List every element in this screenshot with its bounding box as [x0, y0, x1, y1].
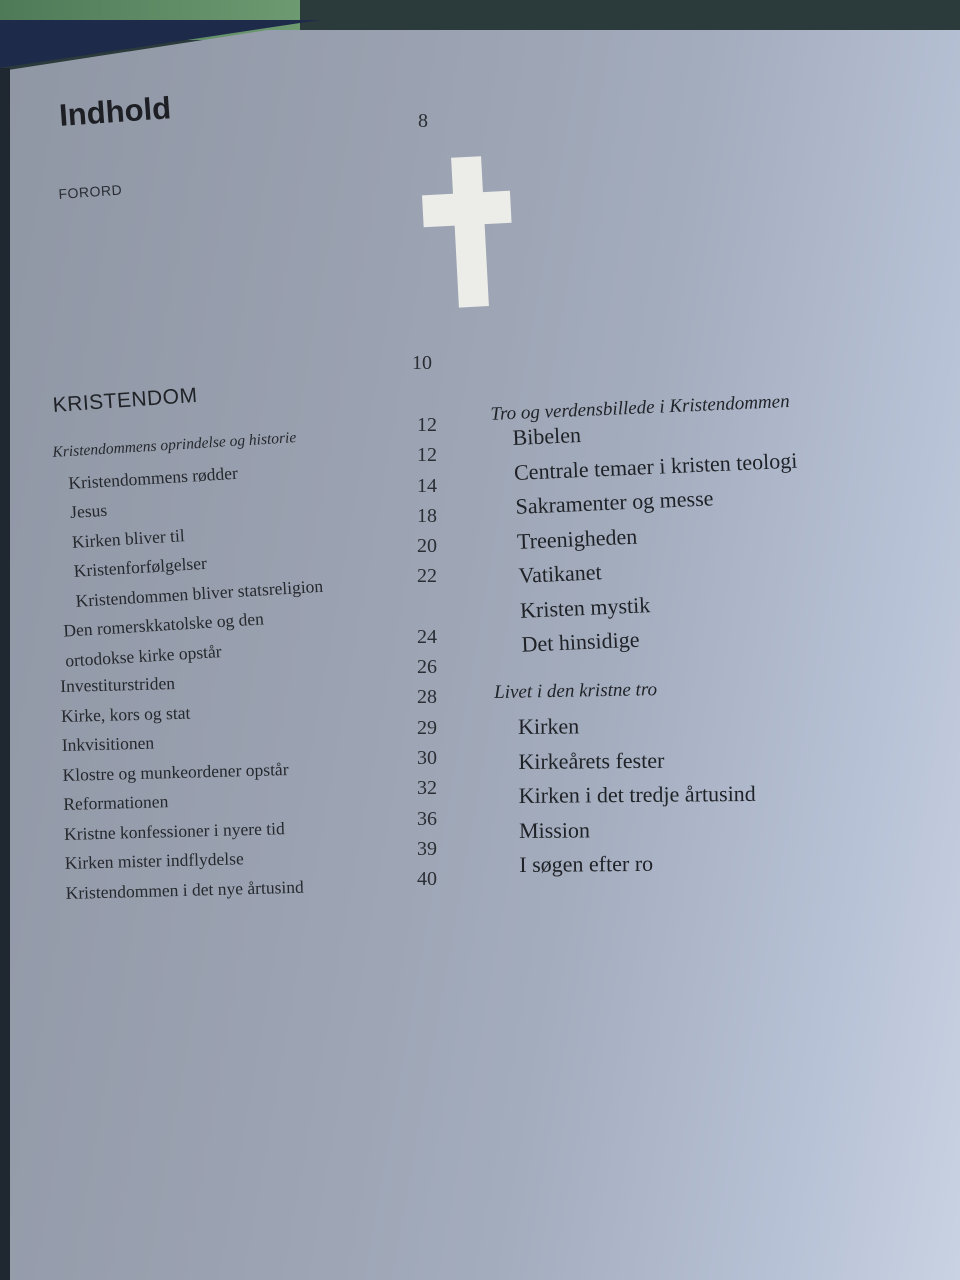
toc-entry[interactable]: Den romerskkatolske og den	[62, 608, 265, 641]
forord-label: FORORD	[58, 181, 123, 202]
toc-entry[interactable]: ortodokse kirke opstår	[64, 640, 223, 671]
toc-entry[interactable]: Treenigheden	[516, 523, 638, 554]
toc-entry[interactable]: Det hinsidige	[521, 626, 640, 657]
section-title: KRISTENDOM	[52, 383, 199, 417]
toc-entry[interactable]: Klostre og munkeordener opstår	[62, 758, 289, 785]
toc-entry[interactable]: Kirken bliver til	[71, 524, 186, 552]
page-number: 36	[417, 807, 437, 830]
toc-entry[interactable]: Bibelen	[512, 422, 582, 450]
group-heading-tro: Tro og verdensbillede i Kristendommen	[490, 390, 791, 425]
toc-entry[interactable]: Inkvisitionen	[61, 732, 155, 755]
toc-entry[interactable]: Jesus	[69, 499, 108, 522]
toc-entry[interactable]: Kirkeårets fester	[518, 747, 665, 774]
toc-entry[interactable]: Reformationen	[63, 791, 169, 814]
toc-entry[interactable]: Sakramenter og messe	[515, 485, 714, 519]
toc-entry[interactable]: Mission	[518, 816, 591, 843]
toc-entry[interactable]: Kirken i det tredje årtusind	[518, 780, 756, 808]
toc-entry[interactable]: Kirken mister indflydelse	[64, 848, 244, 873]
toc-entry-heading[interactable]: Kristendommens oprindelse og historie	[52, 429, 297, 461]
toc-entry[interactable]: Kirke, kors og stat	[60, 702, 191, 726]
page-number: 29	[417, 716, 437, 739]
group-heading-livet: Livet i den kristne tro	[494, 679, 658, 703]
toc-entry[interactable]: Kirken	[518, 713, 580, 739]
toc-entry[interactable]: Investiturstriden	[60, 672, 176, 696]
page-number-column	[412, 414, 442, 898]
page-number: 40	[417, 868, 437, 891]
page-edge	[0, 68, 10, 1280]
page-number: 14	[417, 474, 437, 497]
page-number: 22	[417, 565, 437, 588]
toc-entry[interactable]: Kristne konfessioner i nyere tid	[63, 817, 285, 844]
left-toc-list	[52, 428, 328, 680]
page-number: 28	[417, 686, 437, 709]
toc-entry[interactable]: Kristendommens rødder	[67, 462, 239, 493]
toc-entry[interactable]: Kristendommen bliver statsreligion	[74, 575, 324, 611]
section-page-number: 10	[412, 352, 432, 374]
page-number: 12	[417, 414, 437, 436]
toc-entry[interactable]: Kristenforfølgelser	[73, 552, 208, 581]
right-toc-list-1	[512, 413, 806, 667]
page-title: Indhold	[58, 90, 173, 133]
page-number: 18	[417, 504, 437, 527]
toc-entry[interactable]: I søgen efter ro	[519, 850, 654, 877]
page-number: 26	[417, 656, 437, 679]
toc-entry[interactable]: Kristendommen i det nye årtusind	[65, 876, 305, 903]
page-number: 39	[417, 837, 437, 860]
page-number: 30	[417, 746, 437, 769]
toc-entry[interactable]: Vatikanet	[518, 559, 603, 588]
forord-page-number: 8	[418, 110, 428, 132]
right-toc-list-2	[518, 712, 757, 887]
page-number: 12	[417, 444, 437, 467]
toc-entry[interactable]: Centrale temaer i kristen teologi	[513, 447, 798, 485]
toc-entry[interactable]: Kristen mystik	[519, 591, 651, 623]
page-number: 32	[417, 777, 437, 800]
left-toc-list-lower	[60, 670, 304, 912]
cross-icon	[420, 155, 516, 309]
page-number: 20	[417, 535, 437, 558]
page-number: 24	[417, 625, 437, 648]
